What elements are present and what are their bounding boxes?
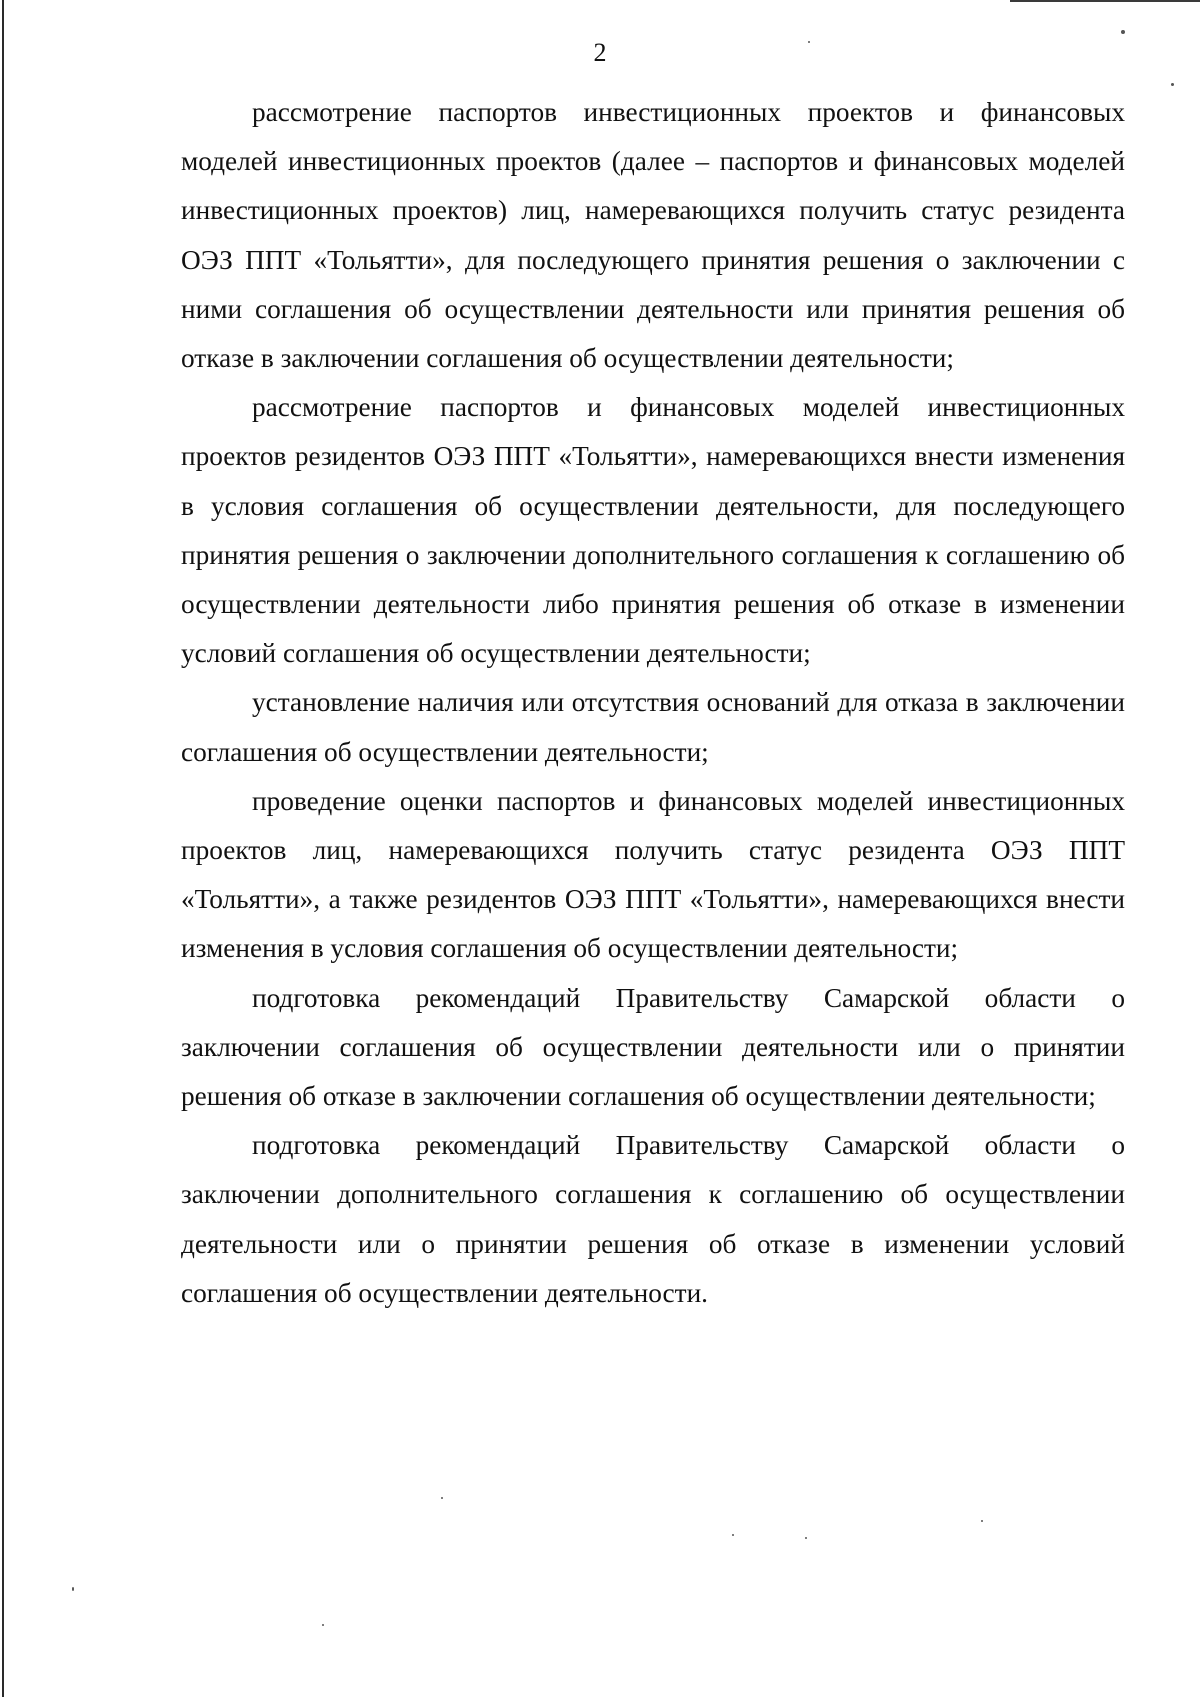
scan-speck [441,1497,443,1499]
scan-speck [1171,83,1174,86]
paragraph-2: рассмотрение паспортов и финансовых моделей инвестиционных проектов резидентов ОЭЗ ППТ «Тольятти», намеревающихся внести изменения в условия соглашения об осуществлении деятельности, для последующего принятия решения о заключении дополнительного соглашения к соглашению об осуществлении деятельности либо принятия решения об отказе в изменении условий соглашения об осуществлении деятельности; [181,392,1125,669]
scan-speck [981,1520,983,1522]
scan-top-line [1010,0,1200,2]
scan-left-edge [2,0,4,1697]
paragraph-5: подготовка рекомендаций Правительству Самарской области о заключении соглашения об осуществлении деятельности или о принятии решения об отказе в заключении соглашения об осуществлении деятельности; [181,982,1125,1112]
scan-speck [732,1534,734,1536]
scan-speck [808,41,810,43]
scan-speck [1121,30,1125,34]
scan-speck [72,1587,74,1591]
paragraph-4: проведение оценки паспортов и финансовых моделей инвестиционных проектов лиц, намеревающихся получить статус резидента ОЭЗ ППТ «Тольятти», а также резидентов ОЭЗ ППТ «Тольятти», намеревающихся внести изменения в условия соглашения об осуществлении деятельности; [181,785,1125,964]
paragraph-3: установление наличия или отсутствия оснований для отказа в заключении соглашения об осуществлении деятельности; [181,687,1125,767]
paragraph-6: подготовка рекомендаций Правительству Самарской области о заключении дополнительного соглашения к соглашению об осуществлении деятельности или о принятии решения об отказе в изменении условий соглашения об осуществлении деятельности. [181,1130,1125,1308]
scan-speck [322,1624,324,1626]
document-body [181,88,1125,1318]
page-number: 2 [593,38,607,67]
scan-speck [805,1537,807,1539]
paragraph-1: рассмотрение паспортов инвестиционных проектов и финансовых моделей инвестиционных проектов (далее – паспортов и финансовых моделей инвестиционных проектов) лиц, намеревающихся получить статус резидента ОЭЗ ППТ «Тольятти», для последующего принятия решения о заключении с ними соглашения об осуществлении деятельности или принятия решения об отказе в заключении соглашения об осуществлении деятельности; [181,97,1125,374]
